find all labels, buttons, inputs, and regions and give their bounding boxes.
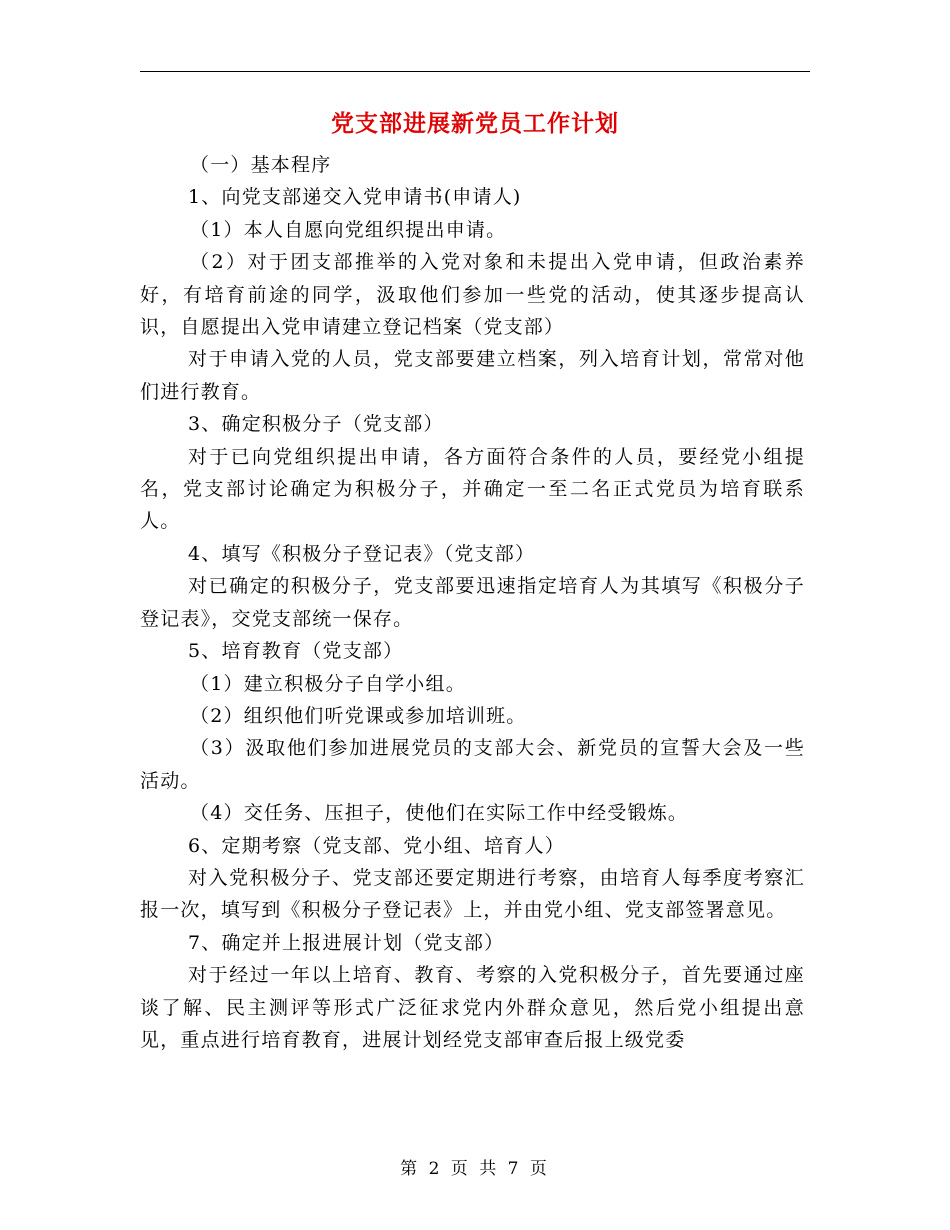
- paragraph-step-3-heading: 3、确定积极分子（党支部）: [188, 413, 444, 436]
- document-body: [140, 149, 805, 1056]
- paragraph-step-5-heading: 5、培育教育（党支部）: [188, 640, 404, 663]
- paragraph-step-5-item-4: （4）交任务、压担子，使他们在实际工作中经受锻炼。: [190, 802, 689, 825]
- paragraph-basic-procedure: （一）基本程序: [190, 154, 332, 176]
- paragraph-step-3-body: 对于已向党组织提出申请，各方面符合条件的人员，要经党小组提名，党支部讨论确定为积极分子，并确定一至二名正式党员为培育联系人。: [140, 445, 805, 533]
- paragraph-step-6-body: 对入党积极分子、党支部还要定期进行考察，由培育人每季度考察汇报一次，填写到《积极分子登记表》上，并由党小组、党支部签署意见。: [140, 866, 805, 922]
- paragraph-step-1-item-2: （2）对于团支部推举的入党对象和未提出入党申请，但政治素养好，有培育前途的同学，汲取他们参加一些党的活动，使其逐步提高认识，自愿提出入党申请建立登记档案（党支部）: [140, 251, 805, 339]
- paragraph-step-5-item-1: （1）建立积极分子自学小组。: [190, 672, 466, 695]
- paragraph-step-1-item-1: （1）本人自愿向党组织提出申请。: [190, 218, 507, 241]
- paragraph-step-5-item-2: （2）组织他们听党课或参加培训班。: [190, 704, 527, 727]
- paragraph-step-7-heading: 7、确定并上报进展计划（党支部）: [188, 931, 505, 954]
- document-title: 党支部进展新党员工作计划: [331, 111, 619, 137]
- paragraph-step-4-body: 对已确定的积极分子，党支部要迅速指定培育人为其填写《积极分子登记表》，交党支部统一保存。: [140, 575, 805, 630]
- paragraph-step-1-heading: 1、向党支部递交入党申请书(申请人): [188, 186, 522, 209]
- paragraph-archive: 对于申请入党的人员，党支部要建立档案，列入培育计划，常常对他们进行教育。: [140, 348, 805, 403]
- page-footer: 第 2 页 共 7 页: [400, 1159, 550, 1179]
- paragraph-step-6-heading: 6、定期考察（党支部、党小组、培育人）: [188, 834, 565, 857]
- paragraph-step-5-item-3: （3）汲取他们参加进展党员的支部大会、新党员的宣誓大会及一些活动。: [140, 737, 805, 792]
- paragraph-step-7-body: 对于经过一年以上培育、教育、考察的入党积极分子，首先要通过座谈了解、民主测评等形式广泛征求党内外群众意见，然后党小组提出意见，重点进行培育教育，进展计划经党支部审查后报上级党委: [140, 964, 805, 1051]
- paragraph-step-4-heading: 4、填写《积极分子登记表》（党支部）: [188, 542, 536, 565]
- header-rule: [140, 71, 810, 72]
